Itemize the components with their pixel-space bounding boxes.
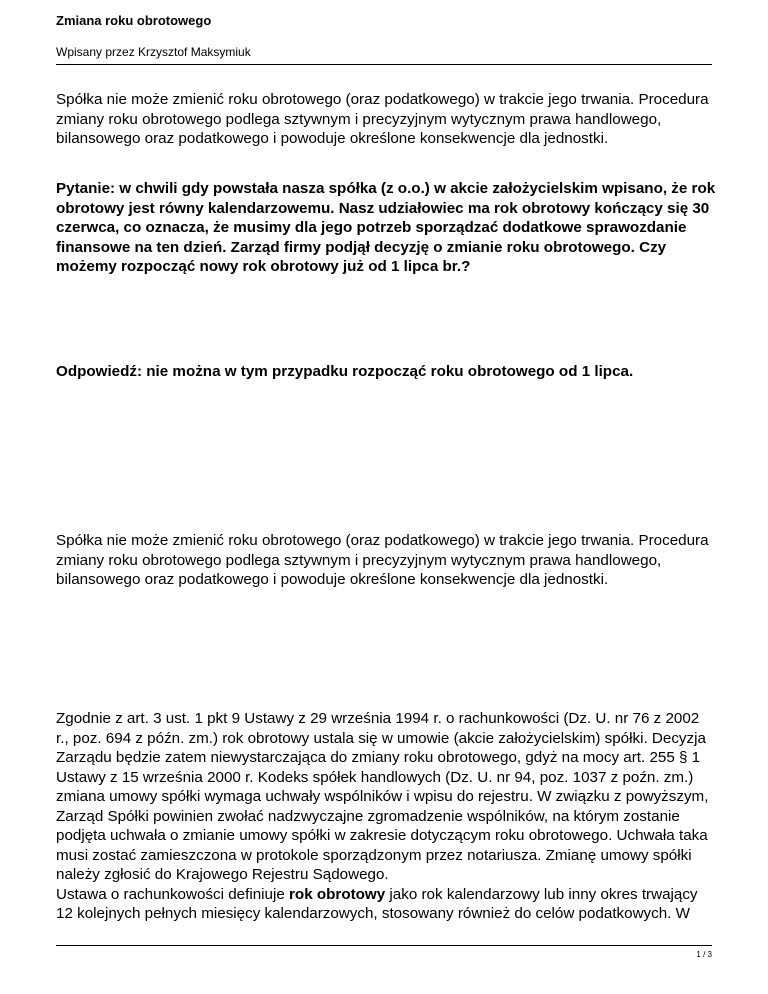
- document-header: [56, 12, 712, 60]
- answer-paragraph: Odpowiedź: nie można w tym przypadku rozpocząć roku obrotowego od 1 lipca.: [56, 363, 634, 380]
- intro-repeat-paragraph: Spółka nie może zmienić roku obrotowego (oraz podatkowego) w trakcie jego trwania. Procedura zmiany roku obrotowego podlega sztywnym i precyzyjnym wytycznym prawa handlowego, bilansowego oraz podatkowego i powoduje określone konsekwencje dla jednostki.: [56, 532, 709, 588]
- legal-text-block: [56, 709, 716, 924]
- header-divider: [56, 64, 712, 65]
- page-number: 1 / 3: [696, 950, 712, 959]
- question-paragraph: Pytanie: w chwili gdy powstała nasza spółka (z o.o.) w akcie założycielskim wpisano, że rok obrotowy jest równy kalendarzowemu. Nasz udziałowiec ma rok obrotowy kończący się 30 czerwca, co oznacza, że musimy dla jego potrzeb sporządzać dodatkowe sprawozdanie finansowe na ten dzień. Zarząd firmy podjął decyzję o zmianie roku obrotowego. Czy możemy rozpocząć nowy rok obrotowy już od 1 lipca br.?: [56, 180, 716, 275]
- intro-paragraph: Spółka nie może zmienić roku obrotowego (oraz podatkowego) w trakcie jego trwania. Procedura zmiany roku obrotowego podlega sztywnym i precyzyjnym wytycznym prawa handlowego, bilansowego oraz podatkowego i powoduje określone konsekwencje dla jednostki.: [56, 91, 709, 147]
- definition-text-after: jako rok kalendarzowy lub inny okres trwający 12 kolejnych pełnych miesięcy kalendarzowych, stosowany również do celów podatkowych. W: [56, 885, 698, 922]
- legal-text: Zgodnie z art. 3 ust. 1 pkt 9 Ustawy z 29 września 1994 r. o rachunkowości (Dz. U. nr 76 z 2002 r., poz. 694 z późn. zm.) rok obrotowy ustala się w umowie (akcie założycielskim) spółki. Decyzja Zarządu będzie zatem niewystarczająca do zmiany roku obrotowego, gdyż na mocy art. 255 § 1 Ustawy z 15 września 2000 r. Kodeks spółek handlowych (Dz. U. nr 94, poz. 1037 z poźn. zm.) zmiana umowy spółki wymaga uchwały wspólników i wpisu do rejestru. W związku z powyższym, Zarząd Spółki powinien zwołać nadzwyczajne zgromadzenie wspólników, na którym zostanie podjęta uchwała o zmianie umowy spółki w zakresie dotyczącym roku obrotowego. Uchwała taka musi zostać zamieszczona w protokole sporządzonym przez notariusza. Zmianę umowy spółki należy zgłosić do Krajowego Rejestru Sądowego.: [56, 710, 709, 883]
- footer-divider: [56, 945, 712, 946]
- definition-text-before: Ustawa o rachunkowości definiuje: [56, 885, 289, 903]
- author-line: Wpisany przez Krzysztof Maksymiuk: [56, 45, 251, 59]
- definition-term: rok obrotowy: [289, 885, 386, 903]
- document-title: Zmiana roku obrotowego: [56, 13, 212, 28]
